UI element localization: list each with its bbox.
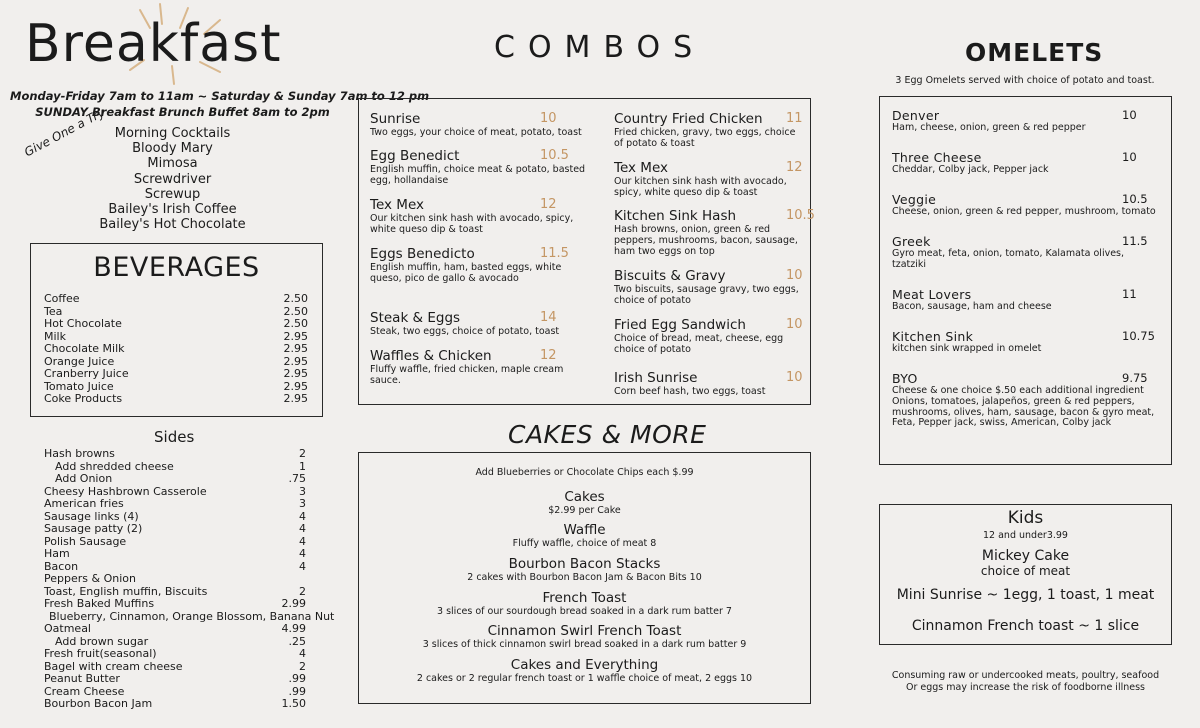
kids-cinnamon-french-toast: Cinnamon French toast ~ 1 slice — [911, 618, 1140, 634]
omelet-item — [892, 108, 1156, 134]
omelets-subtitle: 3 Egg Omelets served with choice of potato and toast. — [895, 75, 1155, 86]
combo-desc: Corn beef hash, two eggs, toast — [614, 386, 766, 397]
combo-price: 10.5 — [786, 208, 815, 223]
kids-title: Kids — [1007, 508, 1044, 528]
side-price: 3 — [299, 497, 306, 510]
cocktail-item: Bailey's Irish Coffee — [108, 202, 237, 218]
combo-item — [370, 348, 590, 386]
omelet-desc: Ham, cheese, onion, green & red pepper — [892, 122, 1086, 133]
combo-desc: Hash browns, onion, green & red peppers, mushrooms, bacon, sausage, ham two eggs on top — [614, 224, 798, 257]
cocktail-item: Morning Cocktails — [114, 126, 231, 141]
side-name: Peanut Butter — [44, 672, 120, 685]
warning-line: Consuming raw or undercooked meats, poultry, seafood — [891, 670, 1160, 681]
omelet-desc: kitchen sink wrapped in omelet — [892, 343, 1042, 354]
beverage-price: 2.95 — [283, 379, 308, 393]
cake-item — [358, 590, 811, 617]
side-name: Add Onion — [55, 472, 113, 485]
combo-name: Biscuits & Gravy — [614, 268, 726, 284]
side-name: Cheesy Hashbrown Casserole — [44, 484, 207, 498]
side-name: American fries — [44, 497, 124, 510]
combo-price: 10 — [786, 370, 803, 385]
cake-desc: 3 slices of thick cinnamon swirl bread soaked in a dark rum batter 9 — [422, 639, 747, 650]
cake-name: French Toast — [542, 590, 627, 606]
combo-price: 12 — [540, 348, 557, 363]
omelet-item — [892, 192, 1156, 218]
beverages-title: BEVERAGES — [93, 252, 260, 283]
side-price: 1.50 — [281, 697, 306, 710]
omelet-desc: Cheese & one choice $.50 each additional ingredient Onions, tomatoes, jalapeños, green & red peppers, mushrooms, olives, ham, sausage, bacon & gyro meat, Feta, Pepper jack, swiss, American, Colby jack — [892, 385, 1155, 429]
side-name: Add brown sugar — [55, 634, 149, 648]
combo-item — [370, 111, 590, 138]
combo-item — [370, 197, 590, 235]
beverage-price: 2.50 — [283, 317, 308, 330]
combo-item — [370, 246, 590, 284]
side-name: Add shredded cheese — [55, 459, 174, 473]
side-name: Toast, English muffin, Biscuits — [44, 584, 208, 598]
side-name: Fresh fruit(seasonal) — [44, 647, 157, 660]
omelet-desc: Bacon, sausage, ham and cheese — [892, 301, 1052, 312]
side-row — [44, 448, 306, 461]
beverage-price: 2.50 — [283, 292, 308, 305]
side-name: Bagel with cream cheese — [44, 659, 183, 673]
side-row — [44, 673, 306, 686]
side-row — [44, 536, 306, 549]
combo-name: Irish Sunrise — [614, 370, 698, 386]
beverage-name: Orange Juice — [44, 354, 115, 368]
combo-name: Kitchen Sink Hash — [614, 208, 737, 224]
side-row — [44, 523, 306, 536]
combo-price: 10 — [786, 317, 803, 332]
side-row — [44, 498, 306, 511]
cocktail-item: Screwup — [144, 186, 201, 202]
kids-mini-sunrise: Mini Sunrise ~ 1egg, 1 toast, 1 meat — [896, 587, 1155, 603]
cake-name: Bourbon Bacon Stacks — [508, 556, 661, 572]
side-price: 2.99 — [281, 597, 306, 610]
cake-item — [358, 489, 811, 516]
beverage-name: Hot Chocolate — [44, 317, 122, 330]
side-price: 4 — [299, 509, 306, 523]
omelet-desc: Cheddar, Colby jack, Pepper jack — [892, 164, 1049, 175]
combo-name: Fried Egg Sandwich — [614, 317, 746, 333]
breakfast-title: Breakfast — [25, 14, 282, 74]
cocktail-list — [90, 126, 255, 232]
combo-desc: Fluffy waffle, fried chicken, maple cream sauce. — [370, 364, 564, 386]
combo-item — [614, 208, 815, 257]
side-name: Cream Cheese — [44, 684, 125, 698]
beverage-name: Coffee — [44, 292, 80, 305]
cocktail-item: Bloody Mary — [132, 141, 213, 157]
combo-name: Country Fried Chicken — [614, 111, 763, 127]
side-price: .99 — [288, 684, 306, 698]
combo-price: 12 — [786, 160, 803, 175]
cake-desc: 2 cakes or 2 regular french toast or 1 waffle choice of meat, 2 eggs 10 — [416, 673, 753, 684]
side-name: Oatmeal — [44, 622, 91, 635]
omelet-item — [892, 329, 1156, 355]
combo-desc: Fried chicken, gravy, two eggs, choice of potato & toast — [614, 127, 796, 149]
beverage-price: 2.95 — [283, 392, 308, 405]
side-name: Bacon — [44, 559, 79, 573]
omelet-price: 10 — [1122, 150, 1137, 164]
cake-name: Waffle — [563, 522, 606, 538]
combo-name: Sunrise — [370, 111, 421, 127]
cake-item — [358, 522, 811, 549]
beverage-price: 2.95 — [283, 354, 308, 368]
cake-item — [358, 623, 811, 650]
cocktail-item: Mimosa — [147, 156, 198, 172]
combo-name: Tex Mex — [614, 160, 669, 176]
combo-name: Eggs Benedicto — [370, 246, 475, 262]
side-name: Sausage patty (2) — [44, 522, 143, 535]
omelet-name: Denver — [892, 108, 940, 123]
combo-name: Egg Benedict — [370, 148, 460, 164]
side-name: Bourbon Bacon Jam — [44, 697, 153, 710]
hours-weekday: Monday-Friday 7am to 11am ~ Saturday & Sunday 7am to 12 pm — [10, 89, 430, 103]
beverage-price: 2.95 — [283, 342, 308, 355]
side-name: Fresh Baked Muffins — [44, 597, 155, 610]
food-safety-warning — [879, 670, 1172, 694]
combo-desc: English muffin, ham, basted eggs, white queso, pico de gallo & avocado — [370, 262, 562, 284]
side-name: Sausage links (4) — [44, 509, 139, 523]
beverage-price: 2.95 — [283, 329, 308, 343]
beverage-name: Tomato Juice — [44, 379, 114, 393]
omelet-item — [892, 150, 1156, 176]
side-price: 4 — [299, 559, 306, 573]
side-price: 4 — [299, 534, 306, 548]
beverage-name: Tea — [44, 304, 63, 318]
combo-item — [370, 310, 590, 337]
beverage-price: 2.95 — [283, 367, 308, 380]
side-price: .99 — [288, 672, 306, 685]
combo-name: Steak & Eggs — [370, 310, 461, 326]
beverages-list — [44, 293, 308, 406]
combo-name: Tex Mex — [370, 197, 425, 213]
omelet-name: Veggie — [892, 192, 937, 207]
omelet-item — [892, 234, 1156, 271]
side-price: 3 — [299, 484, 306, 498]
cocktail-item: Screwdriver — [133, 171, 212, 187]
omelet-price: 10 — [1122, 108, 1137, 122]
side-price: 4.99 — [281, 622, 306, 635]
cake-desc: 2 cakes with Bourbon Bacon Jam & Bacon Bits 10 — [467, 572, 702, 583]
cakes-title: CAKES & MORE — [508, 420, 707, 449]
sides-list — [44, 447, 335, 711]
kids-subtitle: 12 and under3.99 — [983, 530, 1068, 541]
combo-desc: Two eggs, your choice of meat, potato, toast — [370, 127, 582, 138]
omelet-name: Kitchen Sink — [892, 329, 974, 344]
cake-desc: Fluffy waffle, choice of meat 8 — [512, 538, 657, 549]
side-row — [44, 548, 306, 561]
omelet-price: 10.5 — [1122, 192, 1148, 206]
side-row — [44, 648, 306, 661]
side-row — [44, 573, 306, 586]
omelet-name: Meat Lovers — [892, 287, 972, 302]
beverage-name: Coke Products — [44, 392, 123, 405]
side-price: .25 — [288, 634, 306, 648]
sides-title: Sides — [154, 428, 195, 446]
side-name: Peppers & Onion — [44, 572, 136, 585]
beverage-row — [44, 293, 308, 306]
omelet-price: 10.75 — [1122, 329, 1155, 343]
combo-desc: Steak, two eggs, choice of potato, toast — [370, 326, 560, 337]
side-price: 4 — [299, 547, 306, 560]
combo-desc: English muffin, choice meat & potato, basted egg, hollandaise — [370, 164, 586, 186]
cake-name: Cakes — [564, 489, 605, 505]
omelet-name: BYO — [892, 371, 918, 386]
combos-title: COMBOS — [494, 30, 706, 65]
combo-desc: Two biscuits, sausage gravy, two eggs, choice of potato — [614, 284, 799, 306]
side-price: 2 — [299, 584, 306, 598]
hours-sunday-buffet: SUNDAY Breakfast Brunch Buffet 8am to 2pm — [35, 105, 330, 119]
cake-name: Cakes and Everything — [510, 657, 659, 673]
cake-item — [358, 556, 811, 583]
side-price: .75 — [288, 472, 306, 485]
combo-price: 10 — [786, 268, 803, 283]
warning-line: Or eggs may increase the risk of foodborne illness — [905, 682, 1145, 693]
beverage-row — [44, 343, 308, 356]
beverage-price: 2.50 — [283, 304, 308, 318]
combo-price: 12 — [540, 197, 557, 212]
combo-price: 10.5 — [540, 148, 569, 163]
omelets-title: OMELETS — [965, 38, 1104, 67]
side-price: 2 — [299, 447, 306, 460]
combo-item — [614, 111, 804, 149]
side-row — [44, 473, 306, 486]
combo-item — [614, 268, 804, 306]
combo-desc: Our kitchen sink hash with avocado, spicy, white queso dip & toast — [370, 213, 574, 235]
omelet-desc: Gyro meat, feta, onion, tomato, Kalamata olives, tzatziki — [892, 248, 1125, 270]
cake-name: Cinnamon Swirl French Toast — [487, 623, 682, 639]
cakes-note: Add Blueberries or Chocolate Chips each $.99 — [475, 467, 694, 478]
combo-item — [614, 370, 804, 397]
combo-name: Waffles & Chicken — [370, 348, 492, 364]
side-name: Blueberry, Cinnamon, Orange Blossom, Banana Nut — [49, 609, 335, 623]
combo-item — [614, 160, 804, 198]
combo-desc: Choice of bread, meat, cheese, egg choice of potato — [614, 333, 784, 355]
side-price: 4 — [299, 522, 306, 535]
omelet-price: 9.75 — [1122, 371, 1148, 385]
side-name: Hash browns — [44, 447, 115, 460]
omelet-desc: Cheese, onion, green & red pepper, mushroom, tomato — [892, 206, 1156, 217]
beverage-row — [44, 393, 308, 406]
combo-price: 11.5 — [540, 246, 569, 261]
omelet-item — [892, 287, 1156, 313]
beverage-row — [44, 318, 308, 331]
cake-desc: 3 slices of our sourdough bread soaked in a dark rum batter 7 — [437, 606, 732, 617]
side-price: 1 — [299, 459, 306, 473]
beverage-name: Cranberry Juice — [44, 367, 129, 380]
side-name: Polish Sausage — [44, 534, 127, 548]
cake-item — [358, 657, 811, 684]
omelet-price: 11.5 — [1122, 234, 1148, 248]
combo-price: 14 — [540, 310, 557, 325]
side-row — [44, 623, 306, 636]
beverage-name: Milk — [44, 329, 66, 343]
cake-desc: $2.99 per Cake — [548, 505, 621, 516]
side-price: 2 — [299, 659, 306, 673]
omelet-price: 11 — [1122, 287, 1137, 301]
side-row — [44, 598, 306, 611]
cocktail-item: Bailey's Hot Chocolate — [99, 217, 246, 233]
kids-mickey-cake-desc: choice of meat — [980, 564, 1071, 578]
combo-item — [614, 317, 804, 355]
omelet-item — [892, 371, 1156, 429]
beverage-row — [44, 368, 308, 381]
combo-price: 10 — [540, 111, 557, 126]
give-one-a-try-label: Give One a Try — [22, 105, 107, 160]
kids-mickey-cake: Mickey Cake — [981, 548, 1070, 564]
combo-desc: Our kitchen sink hash with avocado, spicy, white queso dip & toast — [614, 176, 787, 198]
side-price: 4 — [299, 647, 306, 660]
combo-item — [370, 148, 590, 186]
omelet-name: Greek — [892, 234, 931, 249]
side-row — [44, 698, 306, 711]
combo-price: 11 — [786, 111, 803, 126]
omelet-name: Three Cheese — [892, 150, 982, 165]
beverage-name: Chocolate Milk — [44, 342, 125, 355]
side-name: Ham — [44, 547, 70, 560]
